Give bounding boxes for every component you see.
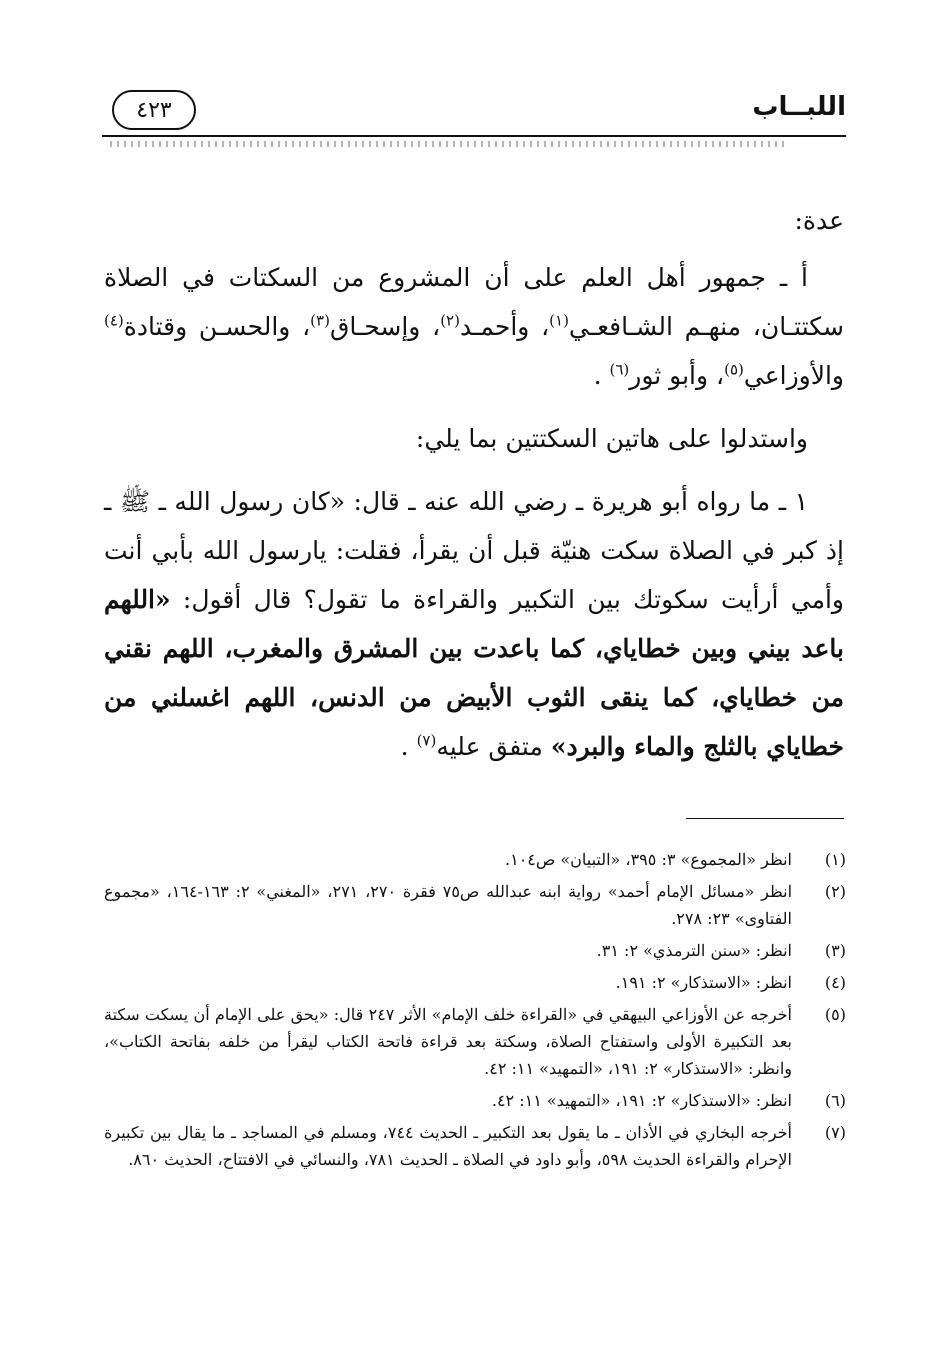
header-rule bbox=[102, 135, 846, 137]
footnote-text: انظر: «سنن الترمذي» ٢: ٣١. bbox=[596, 941, 792, 960]
text-run: ، وإسحـاق bbox=[329, 312, 441, 341]
footnote-text: أخرجه البخاري في الأذان ـ ما يقول بعد التكبير ـ الحديث ٧٤٤، ومسلم في المساجد ـ ما يقال بين تكبيرة الإحرام والقراءة الحديث ٥٩٨، وأبو داود في الصلاة ـ الحديث ٧٨١، والنسائي في الافتتاح، الحديث ٨٦٠. bbox=[104, 1123, 793, 1169]
main-text bbox=[104, 196, 844, 771]
hadith-supplication: «اللهم باعد بيني وبين خطاياي، كما باعدت بين المشرق والمغرب، اللهم نقني من خطاياي، كما ينقى الثوب الأبيض من الدنس، اللهم اغسلني من خطاياي بالثلج والماء والبرد» bbox=[104, 585, 844, 761]
header-ornament bbox=[110, 141, 784, 147]
hadith-paragraph bbox=[104, 477, 844, 771]
footnote-ref-2[interactable]: (٢) bbox=[440, 311, 460, 330]
footnote-number: (٧) bbox=[824, 1123, 846, 1142]
footnote-number: (٦) bbox=[824, 1091, 846, 1110]
footnote-number: (٣) bbox=[824, 941, 846, 960]
footnote-text: أخرجه عن الأوزاعي البيهقي في «القراءة خلف الإمام» الأثر ٢٤٧ قال: «يحق على الإمام أن يسكت سكتة بعد التكبيرة الأولى واستفتاح الصلاة، وسكتة بعد قراءة فاتحة الكتاب ليقرأ من خلفه بفاتحة الكتاب»، وانظر: «الاستذكار» ٢: ١٩١، «التمهيد» ١١: ٤٢. bbox=[104, 1005, 792, 1078]
footnote-separator bbox=[686, 818, 844, 819]
footnote-ref-1[interactable]: (١) bbox=[549, 311, 569, 330]
footnote-ref-3[interactable]: (٣) bbox=[310, 311, 330, 330]
footnote-ref-6[interactable]: (٦) bbox=[609, 360, 630, 379]
footnote-text: انظر: «الاستذكار» ٢: ١٩١، «التمهيد» ١١: ٤٢. bbox=[491, 1091, 792, 1110]
footnote bbox=[104, 1087, 846, 1114]
footnote-text: انظر: «الاستذكار» ٢: ١٩١. bbox=[615, 973, 792, 992]
running-header-title: اللبــاب bbox=[752, 92, 846, 122]
footnote-ref-4[interactable]: (٤) bbox=[104, 311, 124, 330]
footnote-number: (٥) bbox=[824, 1005, 846, 1024]
text-run: متفق عليه bbox=[436, 732, 551, 761]
text-run: ، وأبو ثور bbox=[629, 361, 725, 390]
footnote bbox=[104, 878, 846, 932]
footnote-number: (٤) bbox=[824, 973, 846, 992]
footnote bbox=[104, 1001, 846, 1082]
text-run: ، وأحمـد bbox=[459, 312, 550, 341]
hadith-text: ١ ـ ما رواه أبو هريرة ـ رضي الله عنه ـ قال: «كان رسول الله ـ ﷺ ـ إذ كبر في الصلاة سكت هنيّة قبل أن يقرأ، فقلت: يارسول الله بأبي أنت وأمي أرأيت سكوتك بين التكبير والقراءة ما تقول؟ قال أقول: bbox=[104, 487, 844, 614]
paragraph-a bbox=[104, 253, 844, 400]
footnote-number: (٢) bbox=[824, 882, 846, 901]
footnote-text: انظر «مسائل الإمام أحمد» رواية ابنه عبدالله ص٧٥ فقرة ٢٧٠، ٢٧١، «المغني» ٢: ١٦٣-١٦٤، «مجموع الفتاوى» ٢٣: ٢٧٨. bbox=[104, 882, 793, 928]
text-run: . bbox=[593, 361, 610, 390]
footnote-text: انظر «المجموع» ٣: ٣٩٥، «التبيان» ص١٠٤. bbox=[505, 850, 792, 869]
page-number-badge: ٤٢٣ bbox=[112, 90, 196, 130]
footnote-number: (١) bbox=[824, 850, 846, 869]
footnotes bbox=[104, 846, 846, 1178]
text-run: أ ـ جمهور أهل العلم على أن المشروع من السكتات في الصلاة سكتتـان، منهـم الشـافعـي bbox=[104, 263, 844, 341]
footnote-ref-7[interactable]: (٧) bbox=[416, 731, 437, 750]
footnote-ref-5[interactable]: (٥) bbox=[724, 360, 744, 379]
intro-line: عدة: bbox=[794, 206, 844, 235]
text-run: ، والحسـن وقتادة bbox=[123, 312, 311, 341]
footnote bbox=[104, 846, 846, 873]
evidence-intro: واستدلوا على هاتين السكتتين بما يلي: bbox=[415, 424, 808, 453]
footnote bbox=[104, 937, 846, 964]
text-run: . bbox=[400, 732, 417, 761]
text-run: والأوزاعي bbox=[743, 361, 844, 390]
footnote bbox=[104, 1119, 846, 1173]
footnote bbox=[104, 969, 846, 996]
